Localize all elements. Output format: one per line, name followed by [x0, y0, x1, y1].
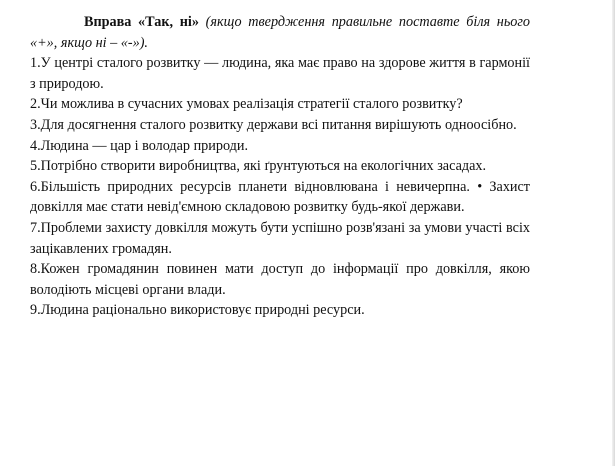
exercise-instruction: (якщо твердження правильне поставте біля нього «+», якщо ні – «-»).	[30, 14, 531, 51]
exercise-title: Вправа «Так, ні»	[84, 14, 199, 30]
statement-6: 6.Більшість природних ресурсів планети відновлювана і невичерпна. • Захист довкілля має стати невід'ємною складовою розвитку будь-якої держави.	[30, 178, 530, 216]
statement-4: 4.Людина — цар і володар природи.	[30, 137, 248, 154]
statement-2: 2.Чи можлива в сучасних умовах реалізація стратегії сталого розвитку?	[30, 96, 463, 113]
statement-3: 3.Для досягнення сталого розвитку держави всі питання вирішують одноосібно.	[30, 116, 517, 133]
statement-1: 1.У центрі сталого розвитку — людина, яка має право на здорове життя в гармонії з природою.	[30, 55, 530, 92]
statement-9: 9.Людина раціонально використовує природні ресурси.	[30, 302, 365, 319]
statement-8: 8.Кожен громадянин повинен мати доступ до інформації про довкілля, якою володіють місцеві органи влади.	[30, 261, 530, 298]
exercise-heading	[30, 12, 530, 53]
statement-5: 5.Потрібно створити виробництва, які ґрунтуються на екологічних засадах.	[30, 158, 487, 175]
statement-7: 7.Проблеми захисту довкілля можуть бути успішно розв'язані за умови участі всіх зацікавлених громадян.	[30, 219, 530, 257]
exercise-text	[30, 12, 530, 321]
